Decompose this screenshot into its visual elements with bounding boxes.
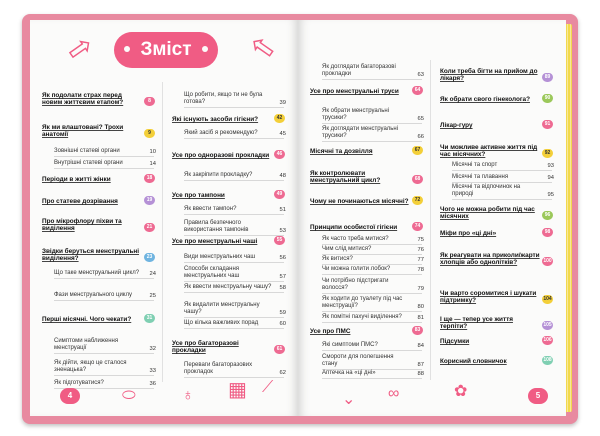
page-number-heart: 55 [274, 236, 285, 245]
toc-entry-title: Чи потрібно підстригати волосся? [322, 278, 389, 292]
right-page [298, 20, 566, 416]
toc-entry[interactable] [440, 122, 552, 129]
toc-entry-page: 77 [417, 257, 424, 263]
toc-entry-page: 78 [417, 267, 424, 273]
toc-entry[interactable] [322, 370, 422, 377]
perfume-icon: ✿ [454, 383, 468, 400]
toc-entry[interactable] [322, 296, 422, 310]
toc-entry-title: Принципи особистої гігієни [310, 224, 398, 231]
dotted-leader [322, 322, 422, 323]
toc-entry[interactable] [184, 362, 284, 376]
toc-entry-title: Як обрати свого гінеколога? [440, 96, 530, 103]
toc-entry[interactable] [184, 172, 284, 179]
page-number-heart: 21 [144, 223, 155, 232]
calendar-icon: ▦ [228, 379, 247, 401]
toc-entry-page: 57 [279, 274, 286, 281]
toc-entry[interactable] [310, 198, 422, 205]
toc-entry[interactable] [452, 184, 552, 198]
page-number-heart: 105 [543, 322, 552, 328]
toc-entry[interactable] [440, 96, 552, 103]
toc-entry-title: Усе про багаторазові прокладки [172, 340, 239, 355]
dotted-leader [54, 278, 154, 279]
toc-entry-title: Як ввести менструальну чашу? [184, 284, 272, 290]
toc-entry[interactable] [322, 236, 422, 243]
toc-entry-title: Як часто треба митися? [322, 236, 389, 242]
toc-entry-page: 33 [149, 368, 156, 375]
page-number-heart: 61 [274, 345, 285, 354]
toc-entry-title: Усе про менструальні труси [310, 88, 399, 95]
toc-entry[interactable] [440, 290, 552, 304]
toc-entry[interactable] [310, 148, 422, 155]
toc-entry[interactable] [322, 108, 422, 122]
dotted-leader [184, 107, 284, 108]
page-number-heart: 9 [144, 129, 155, 138]
toc-entry[interactable] [42, 248, 154, 262]
dotted-leader [322, 293, 422, 294]
toc-entry-title: Місячні та плавання [452, 174, 509, 180]
toc-entry[interactable] [184, 130, 284, 137]
toc-entry[interactable] [54, 360, 154, 374]
toc-entry-title: Як доглядати менструальні трусики? [322, 126, 399, 140]
toc-entry-page: 32 [149, 346, 156, 353]
arrow-doodle-icon: ⇨ [242, 26, 283, 69]
toc-entry-title: Корисний словничок [440, 358, 507, 365]
dotted-leader [184, 262, 284, 263]
toc-entry[interactable] [310, 328, 422, 335]
toc-entry-title: Чому не починаються місячні? [310, 198, 409, 205]
toc-entry[interactable] [310, 170, 422, 184]
toc-entry-title: Як підготуватися? [54, 380, 104, 386]
toc-entry-page: 75 [417, 237, 424, 243]
toc-entry[interactable] [184, 266, 284, 280]
toc-entry-title: Про статеве дозрівання [42, 198, 118, 205]
underwear-icon: ⌄ [342, 391, 356, 408]
toc-entry-page: 76 [417, 247, 424, 253]
toc-entry[interactable] [440, 338, 552, 345]
toc-entry-title: Фази менструального циклу [54, 292, 132, 298]
toc-entry-page: 94 [547, 175, 554, 181]
dotted-leader [184, 328, 284, 329]
toc-entry-title: Як доглядати багаторазові прокладки [322, 64, 396, 78]
toc-entry[interactable] [184, 254, 284, 261]
page-number-heart: 46 [274, 150, 285, 159]
page-number-heart: 90 [542, 94, 553, 103]
page-number-heart: 19 [144, 196, 155, 205]
toc-entry-title: Періоди в житті жінки [42, 176, 111, 183]
page-number-heart: 31 [144, 314, 155, 323]
toc-entry[interactable] [54, 292, 154, 299]
toc-entry[interactable] [172, 152, 284, 159]
toc-entry[interactable] [54, 270, 154, 277]
toc-entry-page: 66 [417, 134, 424, 141]
toc-entry-title: Симптоми наближення менструації [54, 338, 119, 352]
toc-entry-page: 81 [417, 315, 424, 321]
book [22, 14, 578, 424]
page-number-heart: 64 [412, 86, 423, 95]
toc-entry[interactable] [322, 342, 422, 349]
toc-entry-page: 65 [417, 116, 424, 123]
page-number-heart: 74 [412, 222, 423, 231]
toc-entry-page: 87 [417, 362, 424, 369]
toc-entry-title: Місячні та спорт [452, 162, 498, 168]
toc-entry[interactable] [184, 220, 284, 234]
dotted-leader [322, 378, 422, 379]
dotted-leader [54, 300, 154, 301]
toc-entry-title: Чим слід митися? [322, 246, 372, 252]
toc-entry-page: 14 [149, 161, 156, 167]
toc-entry-title: І ще — тепер усе життя терпіти? [440, 316, 513, 331]
toc-entry-title: Як обрати менструальні трусики? [322, 108, 390, 122]
toc-entry-title: Як витися? [322, 256, 353, 262]
page-number-heart: 100 [543, 258, 552, 264]
arrow-doodle-icon: ⇨ [60, 27, 101, 70]
dotted-leader [322, 264, 422, 265]
toc-entry[interactable] [184, 320, 284, 327]
toc-entry-title: Які симптоми ПМС? [322, 342, 378, 348]
toc-entry-title: Які існують засоби гігієни? [172, 116, 259, 123]
dotted-leader [452, 199, 552, 200]
toc-entry-title: Усе про менструальні чаші [172, 238, 258, 245]
tampon-icon: ⟋ [262, 379, 274, 396]
toc-entry[interactable] [452, 174, 552, 181]
toc-entry[interactable] [172, 238, 284, 245]
dotted-leader [54, 375, 154, 376]
page-number-heart: 49 [274, 190, 285, 199]
toc-entry-page: 39 [279, 100, 286, 107]
toc-entry-page: 88 [417, 371, 424, 377]
page-number-heart: 72 [412, 196, 423, 205]
left-page-number: 4 [60, 388, 80, 404]
toc-entry-title: Чи варто соромитися і шукати підтримку? [440, 290, 537, 305]
toc-entry-title: Про мікрофлору піхви та виділення [42, 218, 122, 233]
page-number-heart: 108 [543, 357, 552, 363]
toc-entry-title: Коли треба бігти на прийом до лікаря? [440, 68, 538, 83]
page-number-heart: 67 [412, 146, 423, 155]
toc-entry[interactable] [172, 340, 284, 354]
toc-entry[interactable] [310, 88, 422, 95]
dotted-leader [452, 170, 552, 171]
toc-entry[interactable] [440, 358, 552, 365]
toc-entry-page: 51 [279, 207, 286, 213]
toc-entry-page: 10 [149, 149, 156, 155]
toc-entry-page: 48 [279, 173, 286, 179]
toc-entry-title: Перші місячні. Чого чекати? [42, 316, 132, 323]
toc-entry[interactable] [54, 160, 154, 167]
page-title: Зміст [114, 32, 218, 68]
toc-entry-title: Що кілька важливих порад [184, 320, 259, 326]
bra-icon: ∞ [388, 385, 400, 402]
toc-entry-page: 56 [279, 255, 286, 261]
toc-entry[interactable] [322, 246, 422, 253]
toc-entry-title: Усе про одноразові прокладки [172, 152, 270, 159]
dotted-leader [54, 156, 154, 157]
dotted-leader [322, 141, 422, 142]
toc-entry-page: 95 [547, 192, 554, 199]
toc-entry-title: Місячні та дозвілля [310, 148, 373, 155]
toc-entry[interactable] [42, 218, 154, 232]
page-number-heart: 68 [412, 175, 423, 184]
toc-entry[interactable] [322, 314, 422, 321]
toc-entry-title: Чого не можна робити під час місячних [440, 206, 535, 221]
toc-entry[interactable] [172, 116, 284, 123]
dotted-leader [184, 180, 284, 181]
toc-entry-title: Способи складання менструальних чаш [184, 266, 240, 280]
toc-entry-title: Усе про ПМС [310, 328, 351, 335]
dotted-leader [452, 182, 552, 183]
toc-entry-title: Аптечка на «ці дні» [322, 370, 376, 376]
toc-entry[interactable] [440, 144, 552, 158]
toc-entry[interactable] [42, 176, 154, 183]
toc-entry[interactable] [440, 316, 552, 330]
toc-entry[interactable] [322, 278, 422, 292]
toc-entry[interactable] [42, 92, 154, 106]
toc-entry-title: Як помітні пахучі виділення? [322, 314, 402, 320]
toc-entry[interactable] [184, 92, 284, 106]
page-number-heart: 104 [543, 296, 552, 302]
toc-entry-page: 80 [417, 304, 424, 311]
page-number-heart: 98 [542, 228, 553, 237]
toc-entry[interactable] [322, 64, 422, 78]
dotted-leader [184, 235, 284, 236]
toc-entry-title: Як подолати страх перед новим життєвим етапом? [42, 92, 124, 107]
toc-entry-page: 63 [417, 72, 424, 79]
toc-entry[interactable] [42, 198, 154, 205]
toc-entry-title: Який засіб я рекомендую? [184, 130, 258, 136]
toc-entry-title: Як ходити до туалету під час менструації? [322, 296, 403, 310]
toc-entry-title: Як контролювати менструальний цикл? [310, 170, 381, 185]
toc-entry[interactable] [54, 380, 154, 387]
dotted-leader [184, 281, 284, 282]
dotted-leader [184, 214, 284, 215]
toc-entry[interactable] [42, 124, 154, 138]
toc-entry-title: Зовнішні статеві органи [54, 148, 120, 154]
page-number-heart: 106 [543, 337, 552, 343]
toc-entry[interactable] [54, 148, 154, 155]
toc-entry[interactable] [440, 252, 552, 266]
toc-entry[interactable] [184, 302, 284, 316]
toc-entry-page: 59 [279, 310, 286, 317]
toc-entry-title: Що робити, якщо ти не була готова? [184, 92, 263, 106]
toc-entry[interactable] [322, 266, 422, 273]
menstrual-cup-icon: ♁ [182, 387, 194, 404]
dotted-leader [322, 254, 422, 255]
toc-entry-page: 79 [417, 286, 424, 293]
toc-entry-page: 93 [547, 163, 554, 169]
toc-entry-title: Як ми влаштовані? Трохи анатомії [42, 124, 124, 139]
toc-entry[interactable] [172, 192, 284, 199]
page-number-heart: 18 [144, 174, 155, 183]
toc-entry-title: Як реагувати на приколи/жарти хлопців або однолітків? [440, 252, 540, 267]
dotted-leader [322, 350, 422, 351]
toc-entry-title: Як видалити менструальну чашу? [184, 302, 260, 316]
toc-entry-title: Що таке менструальний цикл? [54, 270, 140, 276]
dotted-leader [322, 311, 422, 312]
toc-entry-title: Як ввести тампон? [184, 206, 237, 212]
toc-entry[interactable] [322, 256, 422, 263]
page-number-heart: 89 [542, 73, 553, 82]
toc-entry[interactable] [322, 126, 422, 140]
toc-entry[interactable] [440, 230, 552, 237]
dotted-leader [322, 123, 422, 124]
dotted-leader [184, 377, 284, 378]
page-number-heart: 83 [412, 326, 423, 335]
dotted-leader [322, 274, 422, 275]
toc-entry-page: 36 [149, 381, 156, 387]
toc-entry-page: 53 [279, 228, 286, 235]
toc-entry-title: Міфи про «ці дні» [440, 230, 497, 237]
dotted-leader [322, 244, 422, 245]
toc-entry[interactable] [322, 354, 422, 368]
toc-entry[interactable] [310, 224, 422, 231]
right-page-number: 5 [528, 388, 548, 404]
dotted-leader [184, 138, 284, 139]
toc-entry-title: Як закріпити прокладку? [184, 172, 253, 178]
page-number-heart: 8 [144, 97, 155, 106]
toc-entry[interactable] [184, 284, 284, 291]
toc-entry[interactable] [440, 206, 552, 220]
toc-entry-title: Звідки беруться менструальні виділення? [42, 248, 140, 263]
toc-entry[interactable] [54, 338, 154, 352]
column-divider [162, 82, 163, 382]
toc-entry-page: 60 [279, 321, 286, 327]
page-number-heart: 92 [542, 149, 553, 158]
toc-entry-title: Лікар-гуру [440, 122, 473, 129]
toc-entry-title: Чи можливе активне життя під час місячних? [440, 144, 538, 159]
toc-entry[interactable] [42, 316, 154, 323]
toc-entry-title: Смороти для полегшення стану [322, 354, 394, 368]
toc-entry-title: Усе про тампони [172, 192, 225, 199]
dotted-leader [184, 317, 284, 318]
toc-entry-title: Підсумки [440, 338, 470, 345]
dotted-leader [184, 292, 284, 293]
toc-entry-title: Місячні та відпочинок на природі [452, 184, 521, 198]
toc-entry-page: 58 [279, 285, 286, 291]
toc-entry[interactable] [184, 206, 284, 213]
page-number-heart: 42 [274, 114, 285, 123]
toc-entry-page: 62 [279, 370, 286, 377]
toc-entry-title: Як дійти, якщо це сталося зненацька? [54, 360, 127, 374]
pad-icon: ⬭ [122, 387, 136, 404]
toc-entry-title: Види менструальних чаш [184, 254, 256, 260]
toc-entry-page: 84 [417, 343, 424, 349]
page-number-heart: 96 [542, 211, 553, 220]
left-page [30, 20, 298, 416]
dotted-leader [54, 353, 154, 354]
toc-entry[interactable] [452, 162, 552, 169]
toc-entry-title: Переваги багаторазових прокладок [184, 362, 253, 376]
toc-entry[interactable] [440, 68, 552, 82]
toc-entry-page: 45 [279, 131, 286, 137]
page-number-heart: 23 [144, 253, 155, 262]
toc-entry-page: 24 [149, 271, 156, 277]
toc-entry-title: Правила безпечного використання тампонів [184, 220, 249, 234]
column-divider [430, 60, 431, 380]
toc-entry-page: 25 [149, 293, 156, 299]
page-number-heart: 91 [542, 120, 553, 129]
dotted-leader [54, 168, 154, 169]
toc-entry-title: Чи можна голити лобок? [322, 266, 391, 272]
toc-entry-title: Внутрішні статеві органи [54, 160, 123, 166]
dotted-leader [322, 79, 422, 80]
